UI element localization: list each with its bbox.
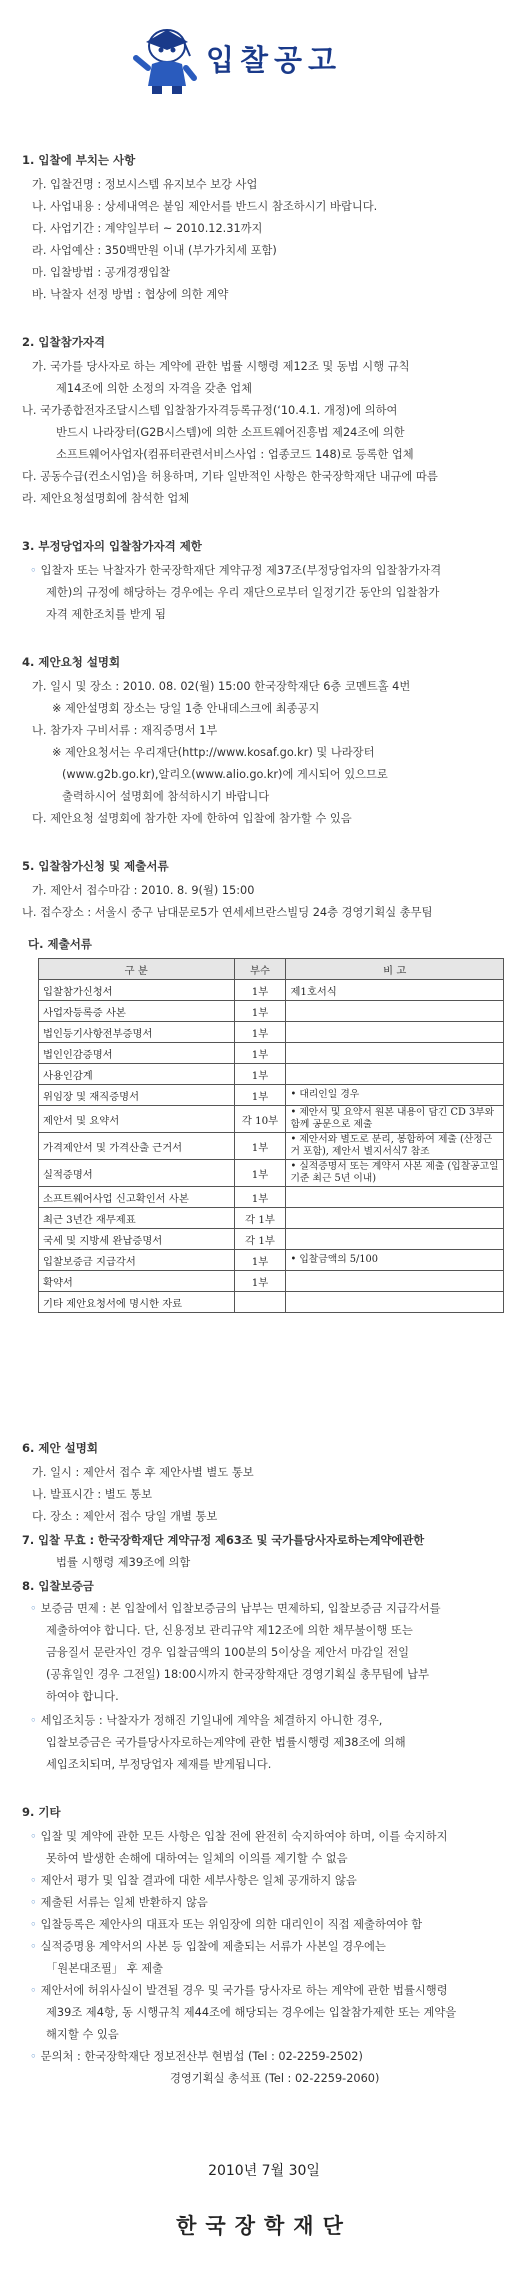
sec9-line: 못하여 발생한 손해에 대하여는 일체의 이의를 제기할 수 없음: [46, 1852, 348, 1865]
table-row: [39, 1043, 504, 1064]
sec8-line: ◦ 보증금 면제 : 본 입찰에서 입찰보증금의 납부는 면제하되, 입찰보증금 지급각서를: [30, 1600, 441, 1616]
sec2-line: 가. 국가를 당사자로 하는 계약에 관한 법률 시행령 제12조 및 동법 시행 규칙: [32, 360, 410, 373]
table-cell: • 제안서 및 요약서 원본 내용이 담긴 CD 3부와 함께 공문으로 제출: [286, 1106, 504, 1133]
table-cell: 확약서: [39, 1271, 235, 1292]
table-cell: 위임장 및 재직증명서: [39, 1085, 235, 1106]
sec4-line: ※ 제안요청서는 우리재단(http://www.kosaf.go.kr) 및 나라장터: [52, 746, 375, 759]
documents-table: [38, 958, 504, 1313]
table-row: [39, 1160, 504, 1187]
sec4-line: 나. 참가자 구비서류 : 재직증명서 1부: [32, 724, 218, 737]
sec6-line: 가. 일시 : 제안서 접수 후 제안사별 별도 통보: [32, 1466, 254, 1479]
sec5-line: 나. 접수장소 : 서울시 중구 남대문로5가 연세세브란스빌딩 24층 경영기획실 총무팀: [22, 906, 433, 919]
sec8-line: 제출하여야 합니다. 단, 신용정보 관리규약 제12조에 의한 채무불이행 또는: [46, 1624, 413, 1637]
sec1-line: 마. 입찰방법 : 공개경쟁입찰: [32, 266, 171, 279]
sec4-line: 다. 제안요청 설명회에 참가한 자에 한하여 입찰에 참가할 수 있음: [32, 812, 352, 825]
page-title: 입찰공고: [206, 43, 343, 77]
sec6-line: 다. 장소 : 제안서 접수 당일 개별 통보: [32, 1510, 218, 1523]
table-cell: [286, 1022, 504, 1043]
section-5-heading: 5. 입찰참가신청 및 제출서류: [22, 859, 169, 873]
sec9-line: ◦ 제안서 평가 및 입찰 결과에 대한 세부사항은 일체 공개하지 않음: [30, 1872, 357, 1888]
organization-name: 한국장학재단: [176, 2214, 352, 2238]
table-cell: 법인등기사항전부증명서: [39, 1022, 235, 1043]
sec3-line: 자격 제한조치를 받게 됨: [46, 608, 166, 621]
table-row: [39, 980, 504, 1001]
table-cell: 입찰보증금 지급각서: [39, 1250, 235, 1271]
sec8-line: ◦ 세입조치등 : 낙찰자가 정해진 기일내에 계약을 체결하지 아니한 경우,: [30, 1712, 382, 1728]
table-cell: [286, 1187, 504, 1208]
sec3-line: 제한)의 규정에 해당하는 경우에는 우리 재단으로부터 일정기간 동안의 입찰참가: [46, 586, 440, 599]
sec9-line: ◦ 문의처 : 한국장학재단 정보전산부 현범섭 (Tel : 02-2259-2502): [30, 2048, 363, 2064]
table-row: [39, 1229, 504, 1250]
sec4-line: 가. 일시 및 장소 : 2010. 08. 02(월) 15:00 한국장학재단 6층 코멘트홀 4번: [32, 680, 411, 693]
section-8-heading: 8. 입찰보증금: [22, 1579, 94, 1593]
table-row: [39, 1001, 504, 1022]
table-cell: 법인인감증명서: [39, 1043, 235, 1064]
sec6-line: 나. 발표시간 : 별도 통보: [32, 1488, 152, 1501]
table-cell: 최근 3년간 재무제표: [39, 1208, 235, 1229]
sec8-line: 금융질서 문란자인 경우 입찰금액의 100분의 5이상을 제안서 마감일 전일: [46, 1646, 410, 1659]
table-cell: 1부: [234, 980, 286, 1001]
section-1-heading: 1. 입찰에 부치는 사항: [22, 153, 136, 167]
section-9-heading: 9. 기타: [22, 1805, 61, 1819]
table-cell: [286, 1043, 504, 1064]
sec9-line: 「원본대조필」 후 제출: [46, 1962, 164, 1975]
table-cell: • 입찰금액의 5/100: [286, 1250, 504, 1271]
table-cell: 가격제안서 및 가격산출 근거서: [39, 1133, 235, 1160]
table-cell: 국세 및 지방세 완납증명서: [39, 1229, 235, 1250]
mascot-logo-icon: [132, 24, 202, 96]
sec9-line: ◦ 실적증명용 계약서의 사본 등 입찰에 제출되는 서류가 사본일 경우에는: [30, 1938, 386, 1954]
sec2-line: 나. 국가종합전자조달시스템 입찰참가자격등록규정(‘10.4.1. 개정)에 의하여: [22, 404, 398, 417]
table-cell: 각 10부: [234, 1106, 286, 1133]
table-cell: [286, 1064, 504, 1085]
table-cell: 1부: [234, 1001, 286, 1022]
table-header: 비 고: [286, 959, 504, 980]
sec7-line: 법률 시행령 제39조에 의함: [56, 1556, 191, 1569]
table-cell: [286, 1292, 504, 1313]
sec2-line: 제14조에 의한 소정의 자격을 갖춘 업체: [56, 382, 253, 395]
sec8-line: 하여야 합니다.: [46, 1690, 119, 1703]
table-cell: 기타 제안요청서에 명시한 자료: [39, 1292, 235, 1313]
table-cell: 1부: [234, 1160, 286, 1187]
table-cell: [234, 1292, 286, 1313]
table-header: 구 분: [39, 959, 235, 980]
table-cell: 실적증명서: [39, 1160, 235, 1187]
sec4-line: (www.g2b.go.kr),알리오(www.alio.go.kr)에 게시되어 있으므로: [62, 768, 388, 781]
sec1-line: 라. 사업예산 : 350백만원 이내 (부가가치세 포함): [32, 244, 277, 257]
section-6-heading: 6. 제안 설명회: [22, 1441, 98, 1455]
table-row: [39, 1271, 504, 1292]
table-cell: [286, 1208, 504, 1229]
table-cell: 소프트웨어사업 신고확인서 사본: [39, 1187, 235, 1208]
sec3-line: ◦ 입찰자 또는 낙찰자가 한국장학재단 계약규정 제37조(부정당업자의 입찰참가자격: [30, 562, 441, 578]
sec1-line: 가. 입찰건명 : 정보시스템 유지보수 보강 사업: [32, 178, 258, 191]
section-3-heading: 3. 부정당업자의 입찰참가자격 제한: [22, 539, 202, 553]
sec9-line: 제39조 제4항, 동 시행규칙 제44조에 해당되는 경우에는 입찰참가제한 또는 계약을: [46, 2006, 457, 2019]
announcement-date: 2010년 7월 30일: [208, 2163, 320, 2179]
sec9-line: 해지할 수 있음: [46, 2028, 119, 2041]
sec1-line: 다. 사업기간 : 계약일부터 ~ 2010.12.31까지: [32, 222, 263, 235]
sec2-line: 라. 제안요청설명회에 참석한 업체: [22, 492, 190, 505]
table-cell: 1부: [234, 1187, 286, 1208]
table-cell: • 제안서와 별도로 분리, 봉함하여 제출 (산정근거 포함), 제안서 별지서식7 참조: [286, 1133, 504, 1160]
table-row: [39, 1250, 504, 1271]
sec4-line: ※ 제안설명회 장소는 당일 1층 안내데스크에 최종공지: [52, 702, 320, 715]
sec8-line: (공휴일인 경우 그전일) 18:00시까지 한국장학재단 경영기획실 총무팀에 납부: [46, 1668, 429, 1681]
table-row: [39, 1292, 504, 1313]
table-row: [39, 1106, 504, 1133]
table-cell: [286, 1229, 504, 1250]
table-row: [39, 1208, 504, 1229]
table-cell: 1부: [234, 1250, 286, 1271]
table-row: [39, 1064, 504, 1085]
table-cell: [286, 1271, 504, 1292]
sec5-line: 다. 제출서류: [28, 937, 92, 951]
table-row: [39, 1133, 504, 1160]
section-2-heading: 2. 입찰참가자격: [22, 335, 106, 349]
sec8-line: 세입조치되며, 부정당업자 제재를 받게됩니다.: [46, 1758, 272, 1771]
sec1-line: 나. 사업내용 : 상세내역은 붙임 제안서를 반드시 참조하시기 바랍니다.: [32, 200, 378, 213]
table-cell: 입찰참가신청서: [39, 980, 235, 1001]
table-cell: 각 1부: [234, 1208, 286, 1229]
sec8-line: 입찰보증금은 국가를당사자로하는계약에 관한 법률시행령 제38조에 의해: [46, 1736, 406, 1749]
sec9-line: ◦ 제출된 서류는 일체 반환하지 않음: [30, 1894, 208, 1910]
table-row: [39, 1085, 504, 1106]
table-cell: 사용인감계: [39, 1064, 235, 1085]
sec2-line: 소프트웨어사업자(컴퓨터관련서비스사업 : 업종코드 148)로 등록한 업체: [56, 448, 414, 461]
sec9-line: ◦ 입찰등록은 제안사의 대표자 또는 위임장에 의한 대리인이 직접 제출하여야 함: [30, 1916, 422, 1932]
section-7-heading: 7. 입찰 무효 : 한국장학재단 계약규정 제63조 및 국가를당사자로하는계약에관한: [22, 1534, 425, 1547]
table-cell: 각 1부: [234, 1229, 286, 1250]
sec4-line: 출력하시어 설명회에 참석하시기 바랍니다: [62, 790, 270, 803]
table-header-row: [39, 959, 504, 980]
sec2-line: 반드시 나라장터(G2B시스템)에 의한 소프트웨어진흥법 제24조에 의한: [56, 426, 405, 439]
table-header: 부수: [234, 959, 286, 980]
table-cell: • 대리인일 경우: [286, 1085, 504, 1106]
sec9-line: ◦ 입찰 및 계약에 관한 모든 사항은 입찰 전에 완전히 숙지하여야 하며, 이를 숙지하지: [30, 1828, 447, 1844]
table-cell: 1부: [234, 1133, 286, 1160]
sec5-line: 가. 제안서 접수마감 : 2010. 8. 9(월) 15:00: [32, 884, 255, 897]
header: [0, 0, 528, 110]
sec1-line: 바. 낙찰자 선정 방법 : 협상에 의한 계약: [32, 288, 229, 301]
table-cell: [286, 1001, 504, 1022]
table-cell: 1부: [234, 1064, 286, 1085]
sec9-line: 경영기획실 총석표 (Tel : 02-2259-2060): [170, 2072, 380, 2085]
table-cell: 1부: [234, 1271, 286, 1292]
table-cell: 1부: [234, 1085, 286, 1106]
table-cell: 사업자등록증 사본: [39, 1001, 235, 1022]
table-cell: 제1호서식: [286, 980, 504, 1001]
table-cell: 제안서 및 요약서: [39, 1106, 235, 1133]
table-cell: 1부: [234, 1043, 286, 1064]
section-4-heading: 4. 제안요청 설명회: [22, 655, 121, 669]
table-cell: 1부: [234, 1022, 286, 1043]
table-row: [39, 1187, 504, 1208]
table-row: [39, 1022, 504, 1043]
sec2-line: 다. 공동수급(컨소시엄)을 허용하며, 기타 일반적인 사항은 한국장학재단 내규에 따름: [22, 470, 438, 483]
table-cell: • 실적증명서 또는 계약서 사본 제출 (입찰공고일 기준 최근 5년 이내): [286, 1160, 504, 1187]
sec9-line: ◦ 제안서에 허위사실이 발견될 경우 및 국가를 당사자로 하는 계약에 관한 법률시행령: [30, 1982, 448, 1998]
